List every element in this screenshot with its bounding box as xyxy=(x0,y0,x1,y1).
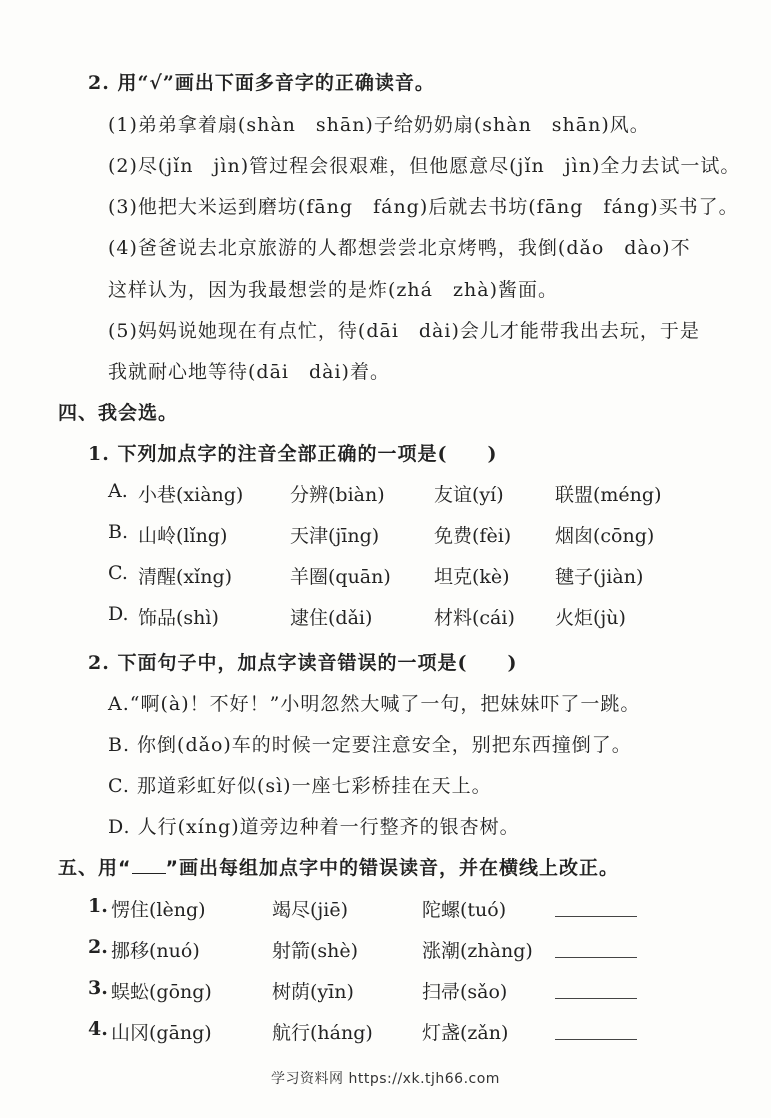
option-item: 分辨(biàn) xyxy=(290,484,385,506)
word-item: 射箭(shè) xyxy=(272,940,359,962)
word-item: 蜈蚣(gōng) xyxy=(111,981,212,1003)
answer-line[interactable] xyxy=(555,998,637,999)
q2-option-d: D. 人行(xíng)道旁边种着一行整齐的银杏树。 xyxy=(108,816,520,838)
option-item: 联盟(méng) xyxy=(555,484,662,506)
option-item: 友谊(yí) xyxy=(434,484,504,506)
option-item: 坦克(kè) xyxy=(434,566,510,588)
option-item: 小巷(xiàng) xyxy=(138,484,244,506)
section-4-q1: 1. 下列加点字的注音全部正确的一项是( ) xyxy=(88,443,498,465)
answer-line[interactable] xyxy=(555,957,637,958)
option-item: 烟囱(cōng) xyxy=(555,525,655,547)
check-mark: √ xyxy=(149,72,163,94)
option-label: D. xyxy=(108,603,129,625)
option-item: 免费(fèi) xyxy=(434,525,512,547)
word-item: 树荫(yīn) xyxy=(272,981,354,1003)
word-item: 山冈(gāng) xyxy=(111,1022,212,1044)
section-4-q2: 2. 下面句子中，加点字读音错误的一项是( ) xyxy=(88,652,518,674)
option-item: 火炬(jù) xyxy=(555,607,626,629)
option-item: 逮住(dǎi) xyxy=(290,607,373,629)
option-label: C. xyxy=(108,562,128,584)
answer-line[interactable] xyxy=(555,1039,637,1040)
option-item: 饰品(shì) xyxy=(138,607,219,629)
section-5-title: 五、用“ ”画出每组加点字中的错误读音，并在横线上改正。 xyxy=(58,857,619,879)
word-item: 航行(háng) xyxy=(272,1022,373,1044)
option-item: 天津(jīng) xyxy=(290,525,380,547)
option-label: A. xyxy=(108,480,128,502)
sentence-2: (2)尽(jǐn jìn)管过程会很艰难，但他愿意尽(jǐn jìn)全力去试一试。 xyxy=(108,155,741,177)
word-item: 灯盏(zǎn) xyxy=(422,1022,509,1044)
row-number: 4. xyxy=(88,1018,108,1040)
option-item: 材料(cái) xyxy=(434,607,515,629)
sentence-5a: (5)妈妈说她现在有点忙，待(dāi dài)会儿才能带我出去玩，于是 xyxy=(108,320,700,342)
sentence-1: (1)弟弟拿着扇(shàn shān)子给奶奶扇(shàn shān)风。 xyxy=(108,114,650,136)
option-item: 清醒(xǐng) xyxy=(138,566,233,588)
word-item: 竭尽(jiē) xyxy=(272,899,349,921)
word-item: 挪移(nuó) xyxy=(111,940,200,962)
q2-option-b: B. 你倒(dǎo)车的时候一定要注意安全，别把东西撞倒了。 xyxy=(108,734,632,756)
sentence-4a: (4)爸爸说去北京旅游的人都想尝尝北京烤鸭，我倒(dǎo dào)不 xyxy=(108,237,691,259)
word-item: 陀螺(tuó) xyxy=(422,899,507,921)
word-item: 扫帚(sǎo) xyxy=(422,981,508,1003)
section-4-title: 四、我会选。 xyxy=(58,402,179,424)
footer-watermark: 学习资料网 https://xk.tjh66.com xyxy=(271,1071,500,1087)
q2-option-c: C. 那道彩虹好似(sì)一座七彩桥挂在天上。 xyxy=(108,775,492,797)
row-number: 1. xyxy=(88,895,108,917)
row-number: 2. xyxy=(88,936,108,958)
option-item: 羊圈(quān) xyxy=(290,566,391,588)
underline-sample xyxy=(132,859,166,874)
sentence-5b: 我就耐心地等待(dāi dài)着。 xyxy=(108,361,390,383)
option-item: 山岭(lǐng) xyxy=(138,525,228,547)
option-item: 毽子(jiàn) xyxy=(555,566,644,588)
sentence-3: (3)他把大米运到磨坊(fāng fáng)后就去书坊(fāng fáng)买书了。 xyxy=(108,196,739,218)
row-number: 3. xyxy=(88,977,108,999)
q2-title: 2. 用“√”画出下面多音字的正确读音。 xyxy=(88,72,435,94)
answer-line[interactable] xyxy=(555,916,637,917)
option-label: B. xyxy=(108,521,129,543)
word-item: 愣住(lèng) xyxy=(111,899,206,921)
word-item: 涨潮(zhàng) xyxy=(422,940,533,962)
q2-option-a: A.“啊(à)！不好！”小明忽然大喊了一句，把妹妹吓了一跳。 xyxy=(108,693,641,715)
sentence-4b: 这样认为，因为我最想尝的是炸(zhá zhà)酱面。 xyxy=(108,279,558,301)
